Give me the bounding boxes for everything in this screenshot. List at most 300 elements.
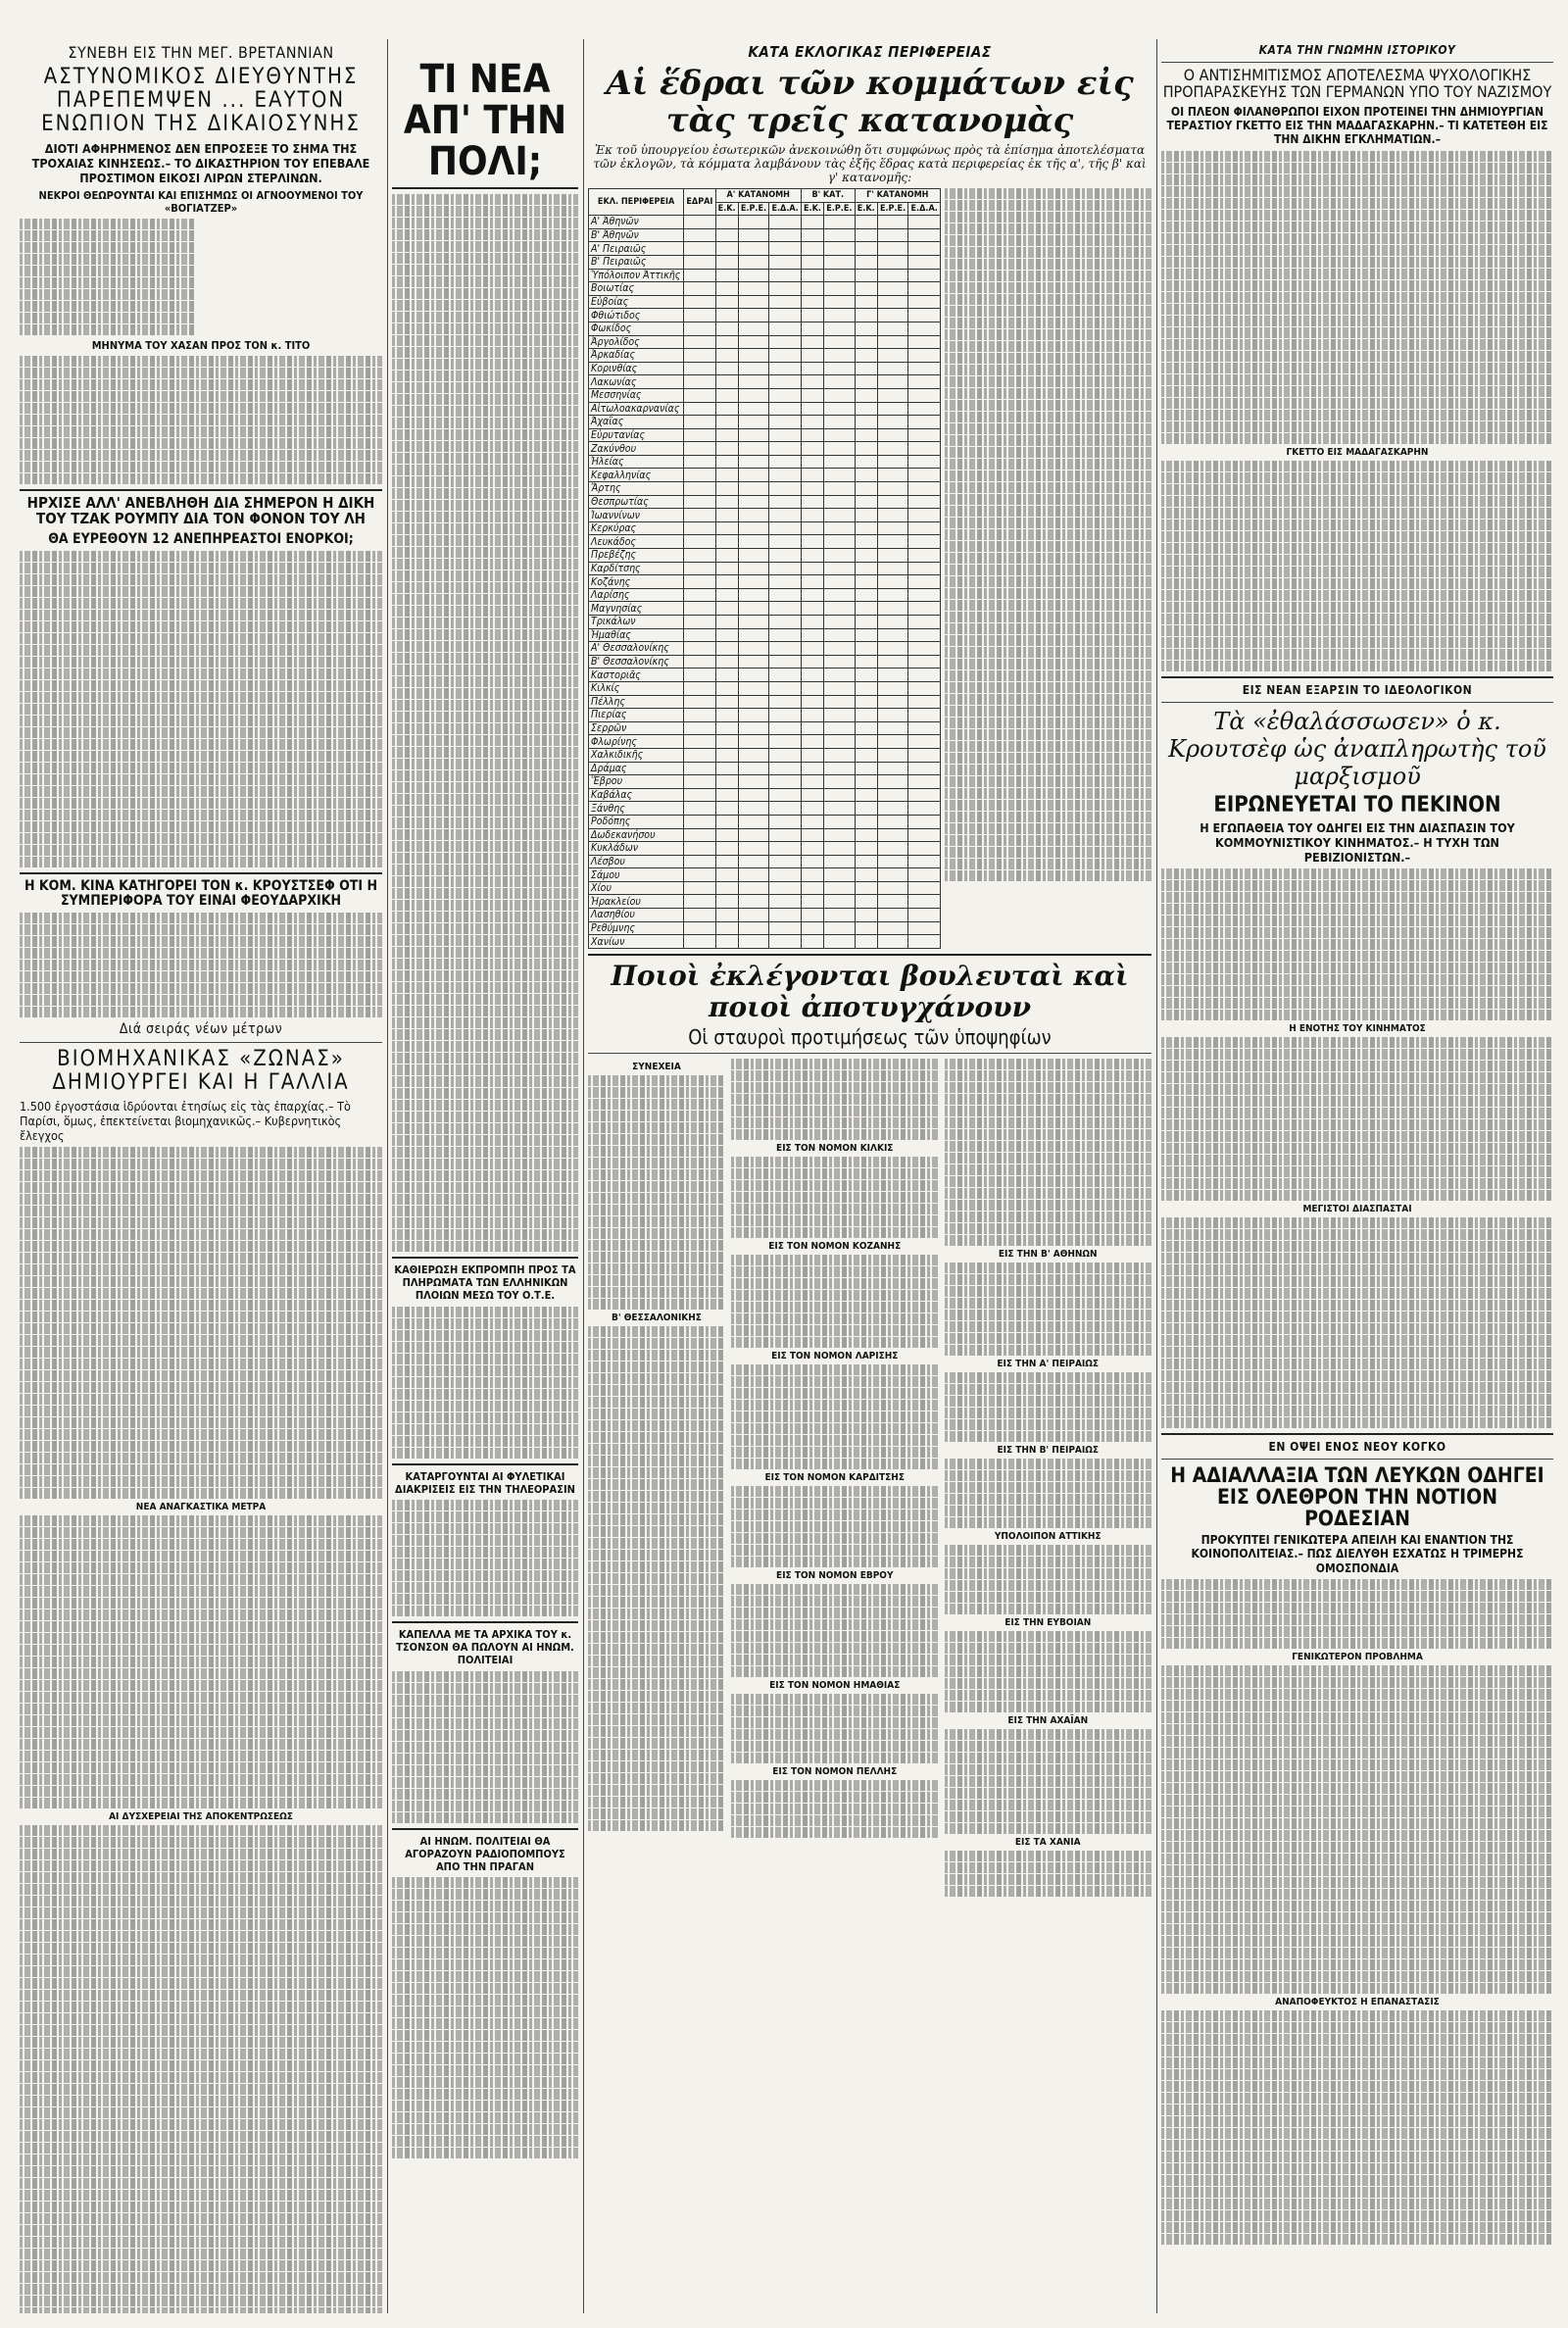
seat-cell — [824, 335, 856, 349]
table-row — [589, 295, 941, 309]
seat-cell — [877, 735, 908, 749]
table-row — [589, 628, 941, 642]
article-body — [1161, 151, 1553, 444]
seat-cell — [855, 416, 877, 429]
article-body — [1161, 1037, 1553, 1201]
seat-cell — [715, 309, 738, 322]
article-body — [20, 356, 382, 484]
seat-cell — [877, 921, 908, 935]
district-name: Α' Θεσσαλονίκης — [589, 642, 684, 656]
district-name: Πιερίας — [589, 709, 684, 722]
seat-cell — [824, 455, 856, 469]
table-row — [589, 748, 941, 762]
section-subhead: ΓΕΝΙΚΩΤΕΡΟΝ ΠΡΟΒΛΗΜΑ — [1292, 1652, 1423, 1663]
seat-cell — [801, 762, 823, 775]
table-row — [589, 442, 941, 456]
table-row — [589, 322, 941, 335]
kicker: ΕΝ ΟΨΕΙ ΕΝΟΣ ΝΕΟΥ ΚΟΓΚΟ — [1268, 1439, 1446, 1454]
subheadline: ΝΕΚΡΟΙ ΘΕΩΡΟΥΝΤΑΙ ΚΑΙ ΕΠΙΣΗΜΩΣ ΟΙ ΑΓΝΟΟΥΜΕΝΟΙ ΤΟΥ «ΒΟΓΙΑΤΖΕΡ» — [38, 188, 364, 215]
seat-cell — [801, 388, 823, 402]
seat-cell — [801, 588, 823, 602]
seat-cell — [715, 695, 738, 709]
seat-cell — [715, 455, 738, 469]
seat-cell — [877, 815, 908, 828]
seat-cell — [769, 495, 802, 509]
seat-cell — [715, 655, 738, 669]
district-name: Φλωρίνης — [589, 735, 684, 749]
seat-cell — [877, 868, 908, 882]
seat-cell — [684, 335, 715, 349]
seat-cell — [715, 549, 738, 563]
seat-cell — [824, 616, 856, 629]
seat-cell — [684, 388, 715, 402]
seat-cell — [908, 322, 941, 335]
seat-cell — [855, 295, 877, 309]
table-row — [589, 535, 941, 549]
district-name: Ἄρτης — [589, 482, 684, 496]
seat-cell — [738, 709, 769, 722]
seat-cell — [801, 909, 823, 922]
seat-cell — [908, 881, 941, 895]
seat-cell — [824, 442, 856, 456]
seat-cell — [824, 322, 856, 335]
seat-cell — [684, 588, 715, 602]
seat-cell — [908, 802, 941, 816]
table-row — [589, 855, 941, 868]
results-table — [588, 188, 941, 949]
seat-cell — [824, 521, 856, 535]
seat-cell — [684, 842, 715, 856]
seat-cell — [908, 762, 941, 775]
seat-cell — [824, 655, 856, 669]
seat-cell — [908, 309, 941, 322]
seat-cell — [715, 921, 738, 935]
subheadline: ΜΗΝΥΜΑ ΤΟΥ ΧΑΣΑΝ ΠΡΟΣ ΤΟΝ κ. ΤΙΤΟ — [91, 338, 311, 352]
seat-cell — [801, 855, 823, 868]
seat-cell — [715, 881, 738, 895]
seat-cell — [824, 242, 856, 256]
table-row — [589, 709, 941, 722]
seat-cell — [769, 335, 802, 349]
seat-cell — [824, 802, 856, 816]
seat-cell — [824, 735, 856, 749]
table-row — [589, 681, 941, 695]
seat-cell — [715, 802, 738, 816]
district-name: Καβάλας — [589, 788, 684, 802]
seat-cell — [769, 588, 802, 602]
seat-cell — [801, 815, 823, 828]
district-name: Σερρῶν — [589, 721, 684, 735]
seat-cell — [738, 642, 769, 656]
seat-cell — [908, 521, 941, 535]
box-label: ΕΙΣ ΤΟΝ ΝΟΜΟΝ ΚΙΛΚΙΣ — [776, 1142, 894, 1154]
seat-cell — [738, 921, 769, 935]
table-row — [589, 269, 941, 282]
seat-cell — [855, 775, 877, 789]
seat-cell — [801, 828, 823, 842]
seat-cell — [824, 842, 856, 856]
seat-cell — [824, 775, 856, 789]
district-name: Β' Ἀθηνῶν — [589, 228, 684, 242]
seat-cell — [684, 642, 715, 656]
seat-cell — [855, 909, 877, 922]
seat-cell — [769, 895, 802, 909]
seat-cell — [738, 588, 769, 602]
seat-cell — [684, 868, 715, 882]
table-row — [589, 562, 941, 575]
seat-cell — [908, 375, 941, 389]
box-label: Β' ΘΕΣΣΑΛΟΝΙΚΗΣ — [612, 1312, 702, 1323]
district-name: Αἰτωλοακαρνανίας — [589, 402, 684, 416]
seat-cell — [855, 616, 877, 629]
seat-cell — [715, 228, 738, 242]
table-row — [589, 842, 941, 856]
table-row — [589, 815, 941, 828]
seat-cell — [855, 495, 877, 509]
article-body — [392, 1877, 578, 2158]
candidates-col — [945, 1059, 1152, 1898]
seat-cell — [801, 216, 823, 229]
district-name: Λακωνίας — [589, 375, 684, 389]
seat-cell — [684, 416, 715, 429]
seat-cell — [877, 788, 908, 802]
seat-cell — [715, 242, 738, 256]
section-subhead: ΑΙ ΔΥΣΧΕΡΕΙΑΙ ΤΗΣ ΑΠΟΚΕΝΤΡΩΣΕΩΣ — [109, 1811, 293, 1823]
article-body — [20, 913, 382, 1017]
seat-cell — [715, 509, 738, 522]
seat-cell — [684, 242, 715, 256]
seat-cell — [738, 762, 769, 775]
col-header-ek: Ε.Κ. — [801, 202, 823, 216]
seat-cell — [801, 842, 823, 856]
seat-cell — [877, 695, 908, 709]
seat-cell — [738, 495, 769, 509]
district-name: Πρεβέζης — [589, 549, 684, 563]
seat-cell — [715, 216, 738, 229]
seat-cell — [877, 309, 908, 322]
seat-cell — [801, 802, 823, 816]
continued-label: ΣΥΝΕΧΕΙΑ — [632, 1061, 681, 1072]
district-name: Δράμας — [589, 762, 684, 775]
seat-cell — [824, 828, 856, 842]
seat-cell — [738, 309, 769, 322]
table-row — [589, 521, 941, 535]
seat-cell — [855, 309, 877, 322]
seat-cell — [715, 335, 738, 349]
seat-cell — [738, 616, 769, 629]
seat-cell — [824, 681, 856, 695]
district-name: Ζακύνθου — [589, 442, 684, 456]
seat-cell — [824, 255, 856, 269]
box-label: ΕΙΣ ΤΗΝ Α' ΠΕΙΡΑΙΩΣ — [997, 1358, 1100, 1369]
seat-cell — [684, 428, 715, 442]
seat-cell — [908, 628, 941, 642]
seat-cell — [908, 602, 941, 616]
column-rule — [583, 39, 584, 2313]
seat-cell — [824, 788, 856, 802]
article-body — [392, 1500, 578, 1616]
seat-cell — [908, 655, 941, 669]
seat-cell — [715, 842, 738, 856]
seat-cell — [877, 335, 908, 349]
column-2 — [392, 39, 578, 2313]
seat-cell — [877, 562, 908, 575]
seat-cell — [908, 669, 941, 682]
seat-cell — [855, 442, 877, 456]
seat-cell — [908, 295, 941, 309]
headline-rhodesia: Η ΑΔΙΑΛΛΑΞΙΑ ΤΩΝ ΛΕΥΚΩΝ ΟΔΗΓΕΙ ΕΙΣ ΟΛΕΘΡΟΝ ΤΗΝ ΝΟΤΙΟΝ ΡΟΔΕΣΙΑΝ — [1170, 1462, 1544, 1530]
seat-cell — [908, 735, 941, 749]
seat-cell — [684, 721, 715, 735]
seat-cell — [877, 375, 908, 389]
seat-cell — [824, 935, 856, 949]
seat-cell — [824, 495, 856, 509]
seat-cell — [769, 322, 802, 335]
seat-cell — [738, 802, 769, 816]
seat-cell — [769, 282, 802, 296]
seat-cell — [715, 362, 738, 375]
seat-cell — [769, 482, 802, 496]
seat-cell — [908, 616, 941, 629]
seat-cell — [738, 775, 769, 789]
seat-cell — [769, 642, 802, 656]
seat-cell — [801, 788, 823, 802]
seat-cell — [738, 216, 769, 229]
article-body — [1161, 1217, 1553, 1428]
seat-cell — [855, 509, 877, 522]
seat-cell — [855, 428, 877, 442]
seat-cell — [684, 442, 715, 456]
seat-cell — [715, 602, 738, 616]
seat-cell — [908, 842, 941, 856]
article-body — [20, 551, 382, 867]
seat-cell — [801, 935, 823, 949]
seat-cell — [738, 855, 769, 868]
seat-cell — [908, 242, 941, 256]
seat-cell — [769, 868, 802, 882]
col-header-a: Α' ΚΑΤΑΝΟΜΗ — [715, 189, 801, 203]
district-name: Ἠλείας — [589, 455, 684, 469]
seat-cell — [684, 909, 715, 922]
seat-cell — [801, 402, 823, 416]
seat-cell — [908, 855, 941, 868]
seat-cell — [715, 721, 738, 735]
seat-cell — [908, 868, 941, 882]
seat-cell — [877, 442, 908, 456]
seat-cell — [908, 828, 941, 842]
table-row — [589, 402, 941, 416]
seat-cell — [877, 602, 908, 616]
seat-cell — [908, 681, 941, 695]
seat-cell — [801, 295, 823, 309]
seat-cell — [715, 895, 738, 909]
seat-cell — [769, 669, 802, 682]
district-name: Ἀργολίδος — [589, 335, 684, 349]
district-name: Θεσπρωτίας — [589, 495, 684, 509]
seat-cell — [738, 842, 769, 856]
col-header-ek: Ε.Κ. — [715, 202, 738, 216]
seat-cell — [824, 588, 856, 602]
headline-ti-nea: ΤΙ ΝΕΑ ΑΠ' ΤΗΝ ΠΟΛΙ; — [403, 57, 567, 184]
table-row — [589, 228, 941, 242]
seat-cell — [855, 842, 877, 856]
seat-cell — [877, 721, 908, 735]
seat-cell — [738, 335, 769, 349]
seat-cell — [769, 828, 802, 842]
seat-cell — [769, 242, 802, 256]
seat-cell — [855, 709, 877, 722]
district-name: Β' Πειραιῶς — [589, 255, 684, 269]
seat-cell — [738, 402, 769, 416]
seat-cell — [824, 428, 856, 442]
seat-cell — [908, 442, 941, 456]
table-row — [589, 575, 941, 589]
seat-cell — [769, 269, 802, 282]
seat-cell — [855, 628, 877, 642]
seat-cell — [801, 416, 823, 429]
col-header-ere: Ε.Ρ.Ε. — [877, 202, 908, 216]
box-label: ΕΙΣ ΤΟΝ ΝΟΜΟΝ ΚΟΖΑΝΗΣ — [768, 1240, 902, 1252]
seat-cell — [877, 455, 908, 469]
table-row — [589, 602, 941, 616]
seat-cell — [877, 575, 908, 589]
table-row — [589, 616, 941, 629]
seat-cell — [715, 616, 738, 629]
seat-cell — [877, 295, 908, 309]
seat-cell — [824, 295, 856, 309]
seat-cell — [824, 868, 856, 882]
seat-cell — [824, 562, 856, 575]
seat-cell — [908, 495, 941, 509]
seat-cell — [824, 482, 856, 496]
seat-cell — [801, 655, 823, 669]
seat-cell — [738, 748, 769, 762]
subheadline: ΚΑΠΕΛΛΑ ΜΕ ΤΑ ΑΡΧΙΚΑ ΤΟΥ κ. ΤΣΟΝΣΟΝ ΘΑ ΠΩΛΟΥΝ ΑΙ ΗΝΩΜ. ΠΟΛΙΤΕΙΑΙ — [396, 1627, 574, 1667]
box-label: ΕΙΣ ΤΟΝ ΝΟΜΟΝ ΚΑΡΔΙΤΣΗΣ — [764, 1471, 905, 1483]
seat-cell — [855, 788, 877, 802]
seat-cell — [877, 655, 908, 669]
seat-cell — [824, 855, 856, 868]
seat-cell — [824, 362, 856, 375]
table-row — [589, 482, 941, 496]
seat-cell — [877, 269, 908, 282]
seat-cell — [715, 788, 738, 802]
seat-cell — [824, 535, 856, 549]
seat-cell — [824, 642, 856, 656]
seat-cell — [801, 509, 823, 522]
article-body — [1161, 1579, 1553, 1649]
seat-cell — [715, 521, 738, 535]
table-row — [589, 335, 941, 349]
seat-cell — [715, 269, 738, 282]
seat-cell — [715, 935, 738, 949]
subheadline: ΚΑΘΙΕΡΩΣΗ ΕΚΠΡΟΜΠΗ ΠΡΟΣ ΤΑ ΠΛΗΡΩΜΑΤΑ ΤΩΝ ΕΛΛΗΝΙΚΩΝ ΠΛΟΙΩΝ ΜΕΣΩ ΤΟΥ Ο.Τ.Ε. — [394, 1263, 576, 1303]
district-name: Κοζάνης — [589, 575, 684, 589]
table-row — [589, 788, 941, 802]
district-name: Μαγνησίας — [589, 602, 684, 616]
table-row — [589, 375, 941, 389]
subheadline: ΟΙ ΠΛΕΟΝ ΦΙΛΑΝΘΡΩΠΟΙ ΕΙΧΟΝ ΠΡΟΤΕΙΝΕΙ ΤΗΝ ΔΗΜΙΟΥΡΓΙΑΝ ΤΕΡΑΣΤΙΟΥ ΓΚΕΤΤΟ ΕΙΣ ΤΗΝ ΜΑΔΑΓΑΣΚΑΡΗΝ.– ΤΙ ΚΑΤΕΤΕΘΗ ΕΙΣ ΤΗΝ ΔΙΚΗΝ ΕΓΚΛΗΜΑΤΙΩΝ.– — [1166, 104, 1548, 147]
seat-cell — [769, 802, 802, 816]
results-table-wrap — [588, 188, 941, 949]
seat-cell — [684, 549, 715, 563]
district-name: Δωδεκανήσου — [589, 828, 684, 842]
seat-cell — [769, 709, 802, 722]
seat-cell — [715, 815, 738, 828]
seat-cell — [824, 282, 856, 296]
seat-cell — [855, 762, 877, 775]
seat-cell — [738, 322, 769, 335]
seat-cell — [801, 495, 823, 509]
seat-cell — [855, 588, 877, 602]
seat-cell — [824, 375, 856, 389]
box-label: ΥΠΟΛΟΙΠΟΝ ΑΤΤΙΚΗΣ — [994, 1530, 1102, 1542]
seat-cell — [769, 375, 802, 389]
col-header-c: Γ' ΚΑΤΑΝΟΜΗ — [855, 189, 940, 203]
subheadline: ΠΡΟΚΥΠΤΕΙ ΓΕΝΙΚΩΤΕΡΑ ΑΠΕΙΛΗ ΚΑΙ ΕΝΑΝΤΙΟΝ ΤΗΣ ΚΟΙΝΟΠΟΛΙΤΕΙΑΣ.– ΠΩΣ ΔΙΕΛΥΘΗ ΕΣΧΑΤΩΣ Η ΤΡΙΜΕΡΗΣ ΟΜΟΣΠΟΝΔΙΑ — [1191, 1533, 1524, 1575]
seat-cell — [769, 855, 802, 868]
district-name: Ὑπόλοιπον Ἀττικῆς — [589, 269, 684, 282]
seat-cell — [769, 721, 802, 735]
seat-cell — [801, 322, 823, 335]
article-body — [20, 1515, 382, 1808]
district-name: Λευκάδος — [589, 535, 684, 549]
seat-cell — [715, 282, 738, 296]
column-rule — [1156, 39, 1157, 2313]
article-body — [392, 194, 578, 1252]
seat-cell — [715, 482, 738, 496]
subheadline-preference: Οἱ σταυροὶ προτιμήσεως τῶν ὑποψηφίων — [688, 1024, 1052, 1049]
kicker: ΣΥΝΕΒΗ ΕΙΣ ΤΗΝ ΜΕΓ. ΒΡΕΤΑΝΝΙΑΝ — [68, 43, 334, 62]
seat-cell — [769, 628, 802, 642]
seat-cell — [877, 495, 908, 509]
district-name: Καρδίτσης — [589, 562, 684, 575]
seat-cell — [738, 602, 769, 616]
seat-cell — [908, 349, 941, 363]
box-label: ΕΙΣ ΤΑ ΧΑΝΙΑ — [1014, 1836, 1081, 1848]
seat-cell — [769, 935, 802, 949]
seat-cell — [738, 469, 769, 482]
seat-cell — [738, 521, 769, 535]
seat-cell — [684, 521, 715, 535]
section-subhead: Η ΕΝΟΤΗΣ ΤΟΥ ΚΙΝΗΜΑΤΟΣ — [1289, 1022, 1426, 1034]
seat-cell — [684, 602, 715, 616]
seat-cell — [801, 628, 823, 642]
seat-cell — [877, 748, 908, 762]
seat-cell — [738, 735, 769, 749]
seat-cell — [769, 788, 802, 802]
seat-cell — [801, 535, 823, 549]
seat-cell — [684, 402, 715, 416]
seat-cell — [824, 921, 856, 935]
seat-cell — [855, 935, 877, 949]
district-name: Λασηθίου — [589, 909, 684, 922]
seat-cell — [908, 895, 941, 909]
col-header-district: ΕΚΛ. ΠΕΡΙΦΕΡΕΙΑ — [589, 189, 684, 216]
table-row — [589, 416, 941, 429]
district-name: Β' Θεσσαλονίκης — [589, 655, 684, 669]
seat-cell — [684, 802, 715, 816]
seat-cell — [715, 416, 738, 429]
results-area — [588, 188, 1152, 949]
seat-cell — [855, 802, 877, 816]
seat-cell — [801, 669, 823, 682]
seat-cell — [769, 735, 802, 749]
seat-cell — [877, 349, 908, 363]
section-subhead: ΓΚΕΤΤΟ ΕΙΣ ΜΑΔΑΓΑΣΚΑΡΗΝ — [1286, 446, 1429, 458]
seat-cell — [801, 881, 823, 895]
district-name: Χαλκιδικῆς — [589, 748, 684, 762]
